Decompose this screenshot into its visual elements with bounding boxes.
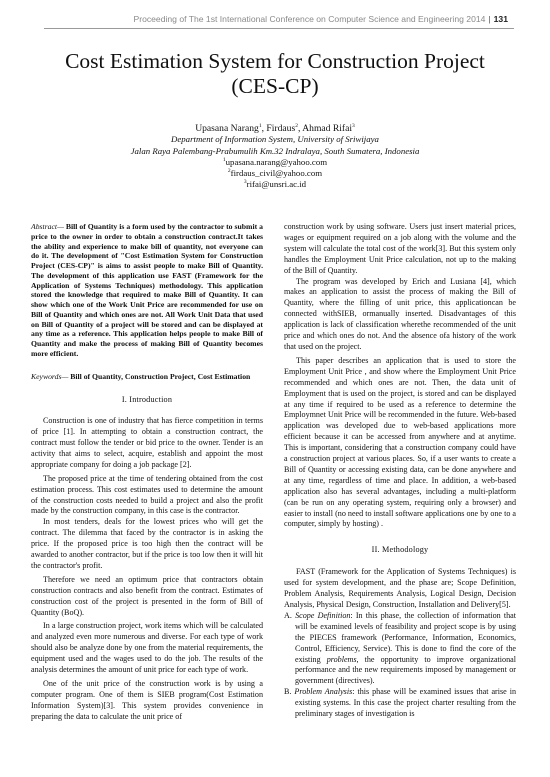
running-header — [0, 14, 508, 24]
left-column — [31, 222, 263, 723]
list-item-a-label: Scope Definition — [295, 610, 351, 620]
paper-title — [30, 49, 520, 99]
list-item-a-emphasis: problems — [326, 654, 357, 664]
page-number: 131 — [493, 14, 508, 24]
header-text: Proceeding of The 1st International Conference on Computer Science and Engineering 2014 — [133, 14, 486, 24]
right-paragraph-1: construction work by using software. Users just insert material prices, wages or equipment required on a job along with the volume and the system will calculate the total cost of the work[3]. But this system only handles the Employment Unit Price calculation, not up to the making of the Bill of Quantity. — [284, 222, 516, 275]
email-3-sup: 3 — [243, 179, 247, 186]
section-heading-methodology: II. Methodology — [371, 545, 429, 555]
list-item-a — [284, 611, 516, 687]
author-2-sup: 2 — [295, 123, 298, 129]
email-2-sup: 2 — [227, 168, 231, 175]
author-names: Upasana Narang$^1$, Firdaus$^2$, Ahmad Rifai$^3$ — [195, 123, 355, 134]
keywords — [31, 372, 263, 382]
intro-paragraph-1: Construction is one of industry that has fierce competition in terms of price [1]. In attempting to obtain a construction contract, the contract must follow the tender or bid price to the owner. Tender is an activity that aims to select, acquire, establish and appoint the most appropriate company for doing a job package [2]. — [31, 416, 263, 469]
email-1-sup: 1 — [222, 156, 226, 163]
author-1-sup: 1 — [258, 123, 262, 129]
abstract-text: Bill of Quantity is a form used by the contractor to submit a price to the owner in order to obtain a construction contract.It takes the ability and experience to make bill of quantity, not everyone can do it. The development of "Cost Estimation System for Construction Project (CES-CP)" is aims to assist people to make Bill of Quantity. The development of this application use FAST (Framework for the Application of Systems Techniques) methodology. This application stored the knowledge that required to make Bill of Quantity. It can show which one of the Work Unit Price are recommended for use on Bill of Quantity and which ones are not. All Work Unit Data that used on Bill of Quantity of a project will be stored and can be displayed at any time as a reference. This application helps people to make Bill of Quantity and make the process of making Bill of Quantity becomes more efficient. — [31, 222, 263, 358]
keywords-text: Bill of Quantity, Construction Project, Cost Estimation — [70, 371, 251, 381]
title-line-2: (CES-CP) — [231, 74, 319, 98]
author-3-sup: 3 — [352, 123, 355, 129]
list-item-a-text-2: , the opportunity to improve organizational performance and the new requirements imposed by management or government (directives). — [295, 654, 516, 686]
author-2: Firdaus — [266, 123, 296, 134]
header-separator: | — [488, 14, 491, 24]
intro-paragraph-3: In most tenders, deals for the lowest prices who will get the contract. The dilemma that faced by the contractor is in asking the price. If the proposed price is too high then the contract will be awarded to another contractor, but if the price is too low then it will hit the contractor's profit. — [31, 517, 263, 570]
author-department: Department of Information System, University of Sriwijaya — [171, 134, 379, 145]
author-block — [30, 123, 520, 191]
author-1: Upasana Narang — [195, 123, 259, 134]
email-3-text: rifai@unsri.ac.id — [246, 179, 307, 190]
abstract-label: Abstract — [31, 222, 58, 231]
intro-paragraph-5: In a large construction project, work items which will be calculated and analyzed even more numerous and diverse. For each type of work should also be analyze done by one from the material requirements, the equipment used and the wages used to do the job. The results of the analysis determines the amount of unit price for each type of work. — [31, 621, 263, 675]
list-item-b — [284, 687, 516, 720]
method-paragraph-1: FAST (Framework for the Application of Systems Techniques) is used for system development, and the phase are; Scope Definition, Problem Analysis, Requirements Analysis, Logical Design, Decision Analysis, Physical Design, Construction, Installation and Delivery[5]. — [284, 567, 516, 609]
email-2-text: firdaus_civil@yahoo.com — [230, 168, 323, 179]
abstract — [31, 222, 263, 359]
email-1-text: upasana.narang@yahoo.com — [225, 156, 328, 167]
intro-paragraph-2: The proposed price at the time of tendering obtained from the cost estimation process. This cost estimates used to determine the amount of the construction costs needed to build a project and also the profit made by the construction company, in this case is the contractor. — [31, 473, 263, 516]
author-3: Ahmad Rifai — [302, 123, 353, 134]
author-email-3 — [30, 179, 520, 190]
right-paragraph-3: This paper describes an application that is used to store the Employment Unit Price , and show where the Employment Unit Price recommended and which ones are not. Then, the data unit of Employment that is used on the project, is stored and can be displayed at any time if required to be used as a reference to determine the Employmnet Unit Price will be recommended in the future. Web-based application was developed due to web-based applications more efficient because it can be accessed from anywhere and at anytime. This is important, considering that a construction company could have a construction project at various places. So, if a user wants to create a Bill of Quantity or accessing existing data, can be done anywhere and at any time, regardless of time and place. In addition, a web-based application also has several advantages, including a multi-platform (can be run on any operating system, requiring only a browser) and easier to install (no need to install software applications one by one to a computer, simply by hosting) . — [284, 355, 516, 529]
keywords-dash: — — [61, 371, 71, 381]
list-item-b-marker: B. — [284, 687, 292, 697]
keywords-label: Keywords — [31, 371, 62, 381]
list-item-a-text: : In this phase, the collection of information that will be examined levels of feasibility and project scope is by using the PIECES framework (Performance, Information, Economics, Control, Efficiency, Service). This is done to find the core of the existing — [295, 610, 517, 664]
right-paragraph-2: The program was developed by Erich and Lusiana [4], which makes an application to assist the process of making the Bill of Quantity, where the filling of unit price, this applicationcan be connected withSIEB, ormanually inserted. Disadvantages of this application is lack of classification wherethe recommended of the unit price and which ones do not. And the absence ofa history of the work that used on the project. — [284, 276, 516, 351]
right-column — [284, 222, 516, 720]
intro-paragraph-4: Therefore we need an optimum price that contractors obtain construction contracts and also benefit from the contract. Estimates of construction cost of the project is presented in the form of Bill of Quantity (BoQ). — [31, 574, 263, 617]
author-email-2 — [30, 168, 520, 179]
list-item-a-marker: A. — [284, 610, 292, 620]
list-item-b-text: : this phase will be examined issues that arise in existing systems. In this case the project charter resulting from the preliminary stages of investigation is — [295, 687, 516, 719]
intro-paragraph-6: One of the unit price of the construction work is by using a computer program. One of them is SIEB program(Cost Estimation Information System)[3]. This system provides convenience in preparing the data to calculate the unit price of — [31, 679, 263, 721]
abstract-dash: — — [57, 222, 66, 231]
author-address: Jalan Raya Palembang-Prabumulih Km.32 Indralaya, South Sumatera, Indonesia — [130, 145, 420, 156]
header-rule — [44, 28, 514, 29]
section-heading-introduction: I. Introduction — [121, 395, 173, 405]
list-item-b-label: Problem Analysis — [294, 687, 353, 697]
author-email-1 — [30, 157, 520, 168]
title-line-1: Cost Estimation System for Construction Project — [65, 49, 485, 73]
